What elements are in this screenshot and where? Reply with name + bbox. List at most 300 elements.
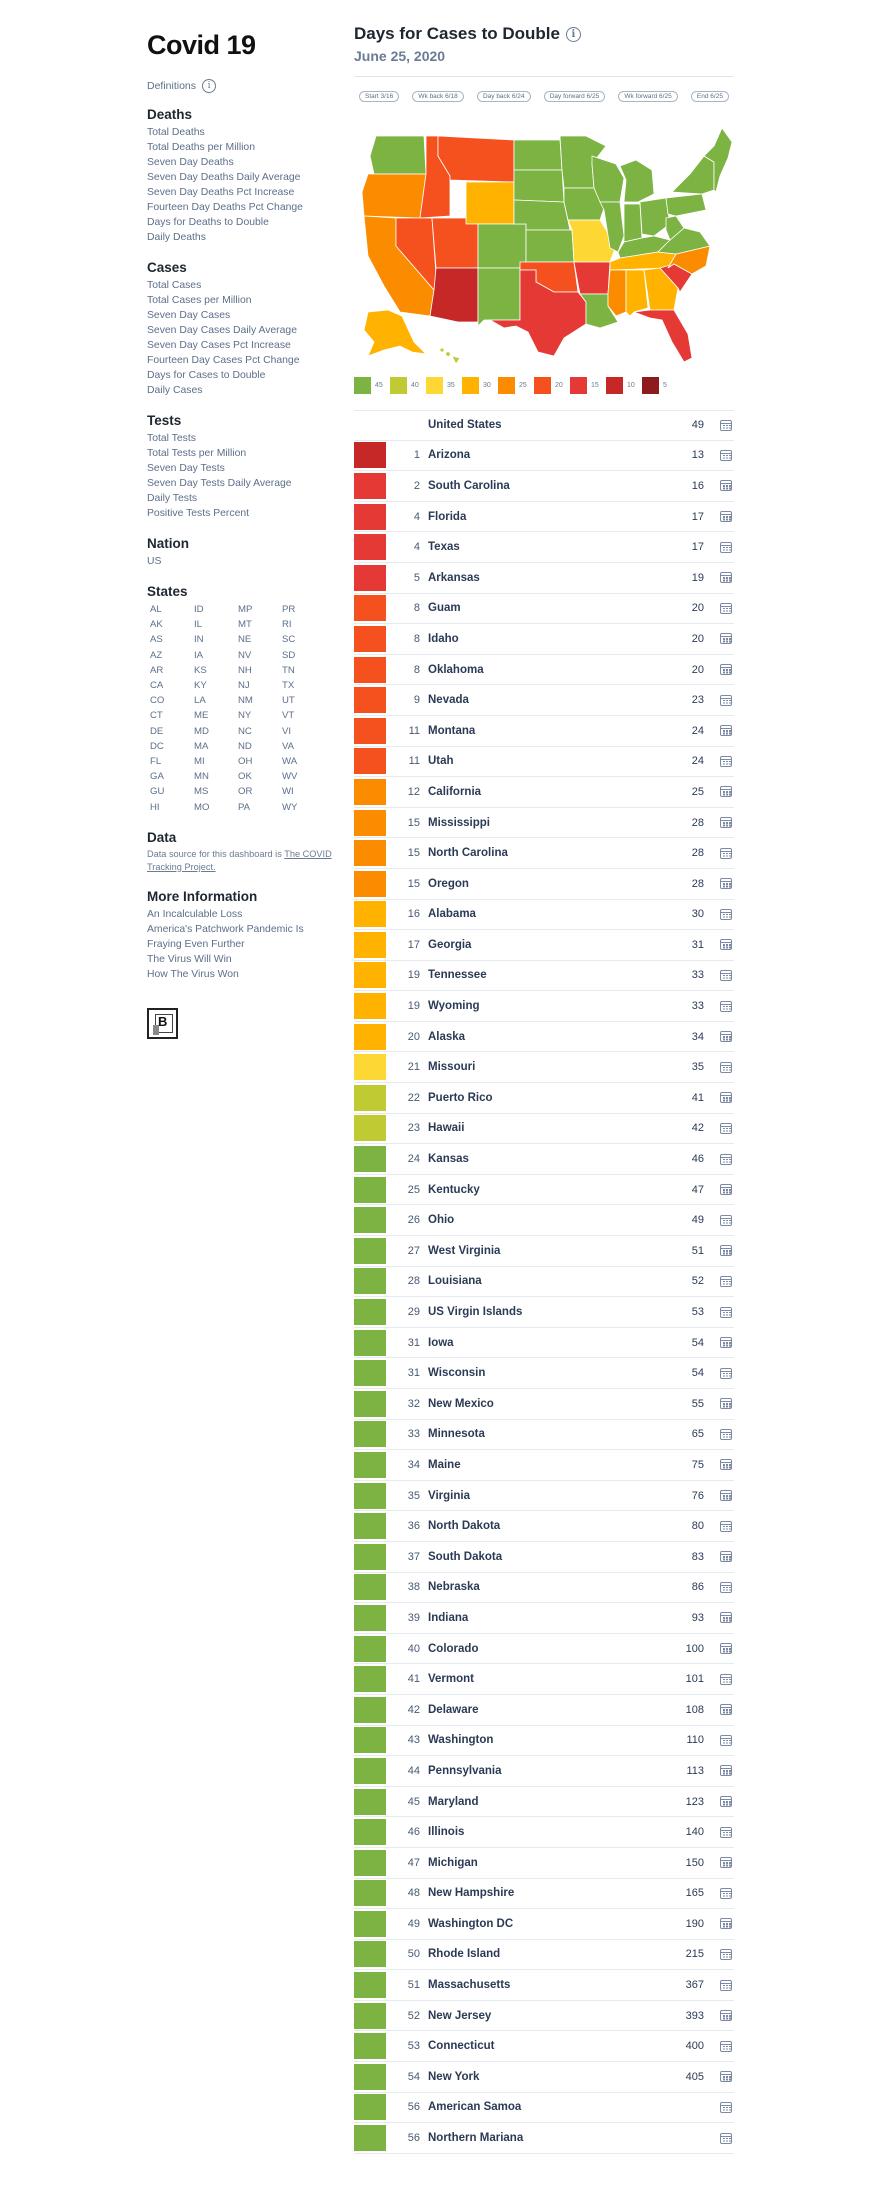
state-AZ[interactable]: [430, 268, 478, 322]
state-link[interactable]: SC: [282, 634, 296, 646]
row-value: 28: [691, 847, 704, 860]
calendar-icon[interactable]: [720, 2041, 732, 2052]
calendar-icon[interactable]: [720, 1643, 732, 1654]
table-row[interactable]: [354, 1358, 734, 1389]
title-info-icon[interactable]: i: [566, 27, 581, 42]
state-link[interactable]: AZ: [150, 649, 163, 661]
row-name[interactable]: Hawaii: [428, 1122, 465, 1135]
state-ND[interactable]: [514, 140, 562, 170]
row-name[interactable]: Oregon: [428, 877, 469, 890]
calendar-icon[interactable]: [720, 664, 732, 675]
table-row[interactable]: [354, 1940, 734, 1971]
table-row[interactable]: [354, 747, 734, 778]
sidebar-link[interactable]: Total Tests per Million: [147, 448, 247, 459]
state-link[interactable]: AL: [150, 604, 162, 615]
row-name[interactable]: Vermont: [428, 1673, 475, 1686]
row-name[interactable]: Guam: [428, 602, 461, 615]
state-link[interactable]: NV: [238, 649, 252, 661]
row-name[interactable]: Washington DC: [428, 1917, 514, 1930]
row-name[interactable]: Minnesota: [428, 1428, 485, 1441]
state-link[interactable]: IA: [194, 649, 204, 661]
row-name[interactable]: New Mexico: [428, 1397, 494, 1410]
state-OH[interactable]: [640, 198, 670, 236]
row-name[interactable]: Nebraska: [428, 1581, 480, 1594]
sidebar-link[interactable]: Total Deaths: [147, 127, 205, 138]
timeline-button[interactable]: Start 3/16: [359, 91, 399, 102]
table-row[interactable]: [354, 930, 734, 961]
calendar-icon[interactable]: [720, 2102, 732, 2113]
state-link[interactable]: KS: [194, 664, 207, 676]
row-name[interactable]: Florida: [428, 510, 467, 523]
sidebar-link[interactable]: Daily Cases: [147, 385, 203, 396]
table-row[interactable]: [354, 991, 734, 1022]
state-link[interactable]: RI: [282, 619, 292, 631]
state-WI[interactable]: [592, 156, 624, 202]
row-name[interactable]: Oklahoma: [428, 663, 484, 676]
state-link[interactable]: OK: [238, 771, 252, 783]
row-name[interactable]: North Dakota: [428, 1520, 501, 1533]
calendar-icon[interactable]: [720, 1062, 732, 1073]
row-name[interactable]: California: [428, 785, 482, 798]
row-name[interactable]: New Jersey: [428, 2009, 492, 2022]
row-value: 28: [691, 816, 704, 829]
state-link[interactable]: TN: [282, 664, 295, 676]
row-name[interactable]: Wyoming: [428, 1000, 480, 1013]
calendar-icon[interactable]: [720, 1735, 732, 1746]
row-name[interactable]: Michigan: [428, 1856, 478, 1869]
table-row[interactable]: [354, 655, 734, 686]
row-name[interactable]: Texas: [428, 541, 460, 554]
more-info-link[interactable]: America's Patchwork Pandemic Is: [147, 923, 304, 935]
table-row[interactable]: [354, 2123, 734, 2154]
state-link[interactable]: NJ: [238, 680, 250, 692]
timeline-button[interactable]: Day back 6/24: [477, 91, 531, 102]
state-link[interactable]: IL: [194, 619, 203, 631]
row-name[interactable]: Georgia: [428, 938, 472, 951]
state-link[interactable]: CO: [150, 695, 165, 707]
row-rank: 15: [407, 847, 420, 860]
calendar-icon[interactable]: [720, 848, 732, 859]
calendar-icon[interactable]: [720, 1215, 732, 1226]
calendar-icon[interactable]: [720, 1551, 732, 1562]
table-row[interactable]: [354, 1450, 734, 1481]
table-row[interactable]: [354, 471, 734, 502]
table-row[interactable]: [354, 777, 734, 808]
covid-tracking-link[interactable]: The COVID Tracking Project.: [147, 848, 332, 872]
state-link[interactable]: GA: [150, 771, 164, 783]
state-link[interactable]: FL: [150, 756, 162, 768]
row-name[interactable]: Pennsylvania: [428, 1764, 502, 1777]
table-row[interactable]: [354, 1328, 734, 1359]
table-row[interactable]: [354, 1083, 734, 1114]
row-name[interactable]: South Carolina: [428, 479, 510, 492]
sidebar-link[interactable]: Seven Day Cases: [147, 310, 231, 321]
state-link[interactable]: PR: [282, 604, 296, 615]
row-name[interactable]: Missouri: [428, 1061, 476, 1074]
state-link[interactable]: PA: [238, 801, 251, 813]
sidebar-link[interactable]: Total Deaths per Million: [147, 142, 255, 153]
calendar-icon[interactable]: [720, 511, 732, 522]
state-link[interactable]: MA: [194, 740, 209, 752]
row-name[interactable]: Nevada: [428, 694, 469, 707]
table-row[interactable]: [354, 441, 734, 472]
calendar-icon[interactable]: [720, 2133, 732, 2144]
state-link[interactable]: LA: [194, 695, 206, 707]
state-link[interactable]: WV: [282, 771, 298, 783]
state-link[interactable]: MS: [194, 786, 209, 798]
table-row[interactable]: [354, 1664, 734, 1695]
table-row[interactable]: [354, 1052, 734, 1083]
row-name[interactable]: Delaware: [428, 1703, 479, 1716]
calendar-icon[interactable]: [720, 1337, 732, 1348]
state-link[interactable]: MP: [238, 604, 253, 615]
state-link[interactable]: ND: [238, 740, 252, 752]
nation-name[interactable]: United States: [428, 419, 502, 432]
state-MT[interactable]: [438, 136, 514, 182]
row-name[interactable]: Illinois: [428, 1826, 465, 1839]
table-row[interactable]: [354, 1542, 734, 1573]
state-link[interactable]: UT: [282, 695, 295, 707]
more-info-link[interactable]: Fraying Even Further: [147, 938, 245, 950]
state-link[interactable]: AK: [150, 619, 163, 631]
row-name[interactable]: Alabama: [428, 908, 476, 921]
calendar-icon[interactable]: [720, 1704, 732, 1715]
more-info-link[interactable]: The Virus Will Win: [147, 953, 232, 965]
row-name[interactable]: Washington: [428, 1734, 494, 1747]
tier-swatch: [354, 1238, 386, 1264]
table-row[interactable]: [354, 2031, 734, 2062]
map-legend: [354, 377, 734, 394]
state-link[interactable]: NE: [238, 634, 252, 646]
table-row[interactable]: [354, 1205, 734, 1236]
state-CO[interactable]: [478, 224, 526, 268]
table-row[interactable]: [354, 1817, 734, 1848]
calendar-icon[interactable]: [720, 817, 732, 828]
state-link[interactable]: MT: [238, 619, 252, 631]
calendar-icon[interactable]: [720, 1674, 732, 1685]
calendar-icon[interactable]: [720, 1918, 732, 1929]
table-row[interactable]: [354, 869, 734, 900]
sidebar-link[interactable]: Seven Day Deaths Daily Average: [147, 172, 301, 183]
calendar-icon[interactable]: [720, 1888, 732, 1899]
state-NM[interactable]: [478, 268, 520, 326]
calendar-icon[interactable]: [720, 542, 732, 553]
row-value: 76: [691, 1489, 704, 1502]
row-name[interactable]: Indiana: [428, 1611, 469, 1624]
sidebar-link[interactable]: Daily Tests: [147, 493, 198, 504]
row-name[interactable]: New York: [428, 2070, 480, 2083]
state-link[interactable]: VA: [282, 740, 295, 752]
sidebar-link[interactable]: Fourteen Day Cases Pct Change: [147, 355, 300, 366]
state-IN[interactable]: [624, 204, 642, 242]
state-HI[interactable]: [440, 348, 460, 364]
calendar-icon[interactable]: [720, 939, 732, 950]
table-row[interactable]: [354, 1879, 734, 1910]
table-row[interactable]: [354, 502, 734, 533]
calendar-icon[interactable]: [720, 1245, 732, 1256]
calendar-icon[interactable]: [720, 1612, 732, 1623]
table-row[interactable]: [354, 2001, 734, 2032]
row-name[interactable]: Alaska: [428, 1030, 466, 1043]
row-name[interactable]: Tennessee: [428, 969, 487, 982]
state-link[interactable]: WY: [282, 801, 298, 813]
table-row[interactable]: [354, 1175, 734, 1206]
table-row[interactable]: [354, 716, 734, 747]
calendar-icon[interactable]: [720, 1490, 732, 1501]
row-name[interactable]: West Virginia: [428, 1244, 501, 1257]
row-name[interactable]: Massachusetts: [428, 1979, 511, 1992]
table-row[interactable]: [354, 685, 734, 716]
table-row[interactable]: [354, 1573, 734, 1604]
table-row[interactable]: [354, 624, 734, 655]
table-row[interactable]: [354, 961, 734, 992]
state-KS[interactable]: [526, 230, 574, 262]
state-link[interactable]: HI: [150, 801, 160, 813]
row-name[interactable]: Utah: [428, 755, 454, 768]
table-row[interactable]: [354, 1695, 734, 1726]
row-name[interactable]: Colorado: [428, 1642, 479, 1655]
calendar-icon[interactable]: [720, 1796, 732, 1807]
calendar-icon[interactable]: [720, 1429, 732, 1440]
calendar-icon[interactable]: [720, 1857, 732, 1868]
state-link[interactable]: DC: [150, 740, 164, 752]
state-link[interactable]: DE: [150, 725, 164, 737]
nation-value: 49: [691, 419, 704, 432]
state-link[interactable]: NY: [238, 710, 252, 722]
state-link[interactable]: SD: [282, 649, 296, 661]
row-name[interactable]: US Virgin Islands: [428, 1306, 523, 1319]
row-name[interactable]: Ohio: [428, 1214, 455, 1227]
state-link[interactable]: TX: [282, 680, 295, 692]
table-row[interactable]: [354, 1511, 734, 1542]
sidebar-link[interactable]: Seven Day Tests Daily Average: [147, 478, 292, 489]
table-row[interactable]: [354, 1389, 734, 1420]
state-link[interactable]: AS: [150, 634, 163, 646]
calendar-icon[interactable]: [720, 1123, 732, 1134]
table-row[interactable]: [354, 838, 734, 869]
state-WA[interactable]: [370, 136, 426, 174]
row-name[interactable]: Maryland: [428, 1795, 479, 1808]
more-info-link[interactable]: An Incalculable Loss: [147, 908, 243, 920]
row-value: 49: [691, 1214, 704, 1227]
row-name[interactable]: Northern Mariana: [428, 2132, 524, 2145]
state-link[interactable]: OH: [238, 756, 253, 768]
row-name[interactable]: Mississippi: [428, 816, 490, 829]
table-row[interactable]: [354, 1787, 734, 1818]
row-name[interactable]: Kansas: [428, 1153, 469, 1166]
calendar-icon[interactable]: [720, 1827, 732, 1838]
state-WY[interactable]: [466, 182, 514, 224]
table-row[interactable]: [354, 1603, 734, 1634]
state-link[interactable]: NM: [238, 695, 253, 707]
sidebar-link[interactable]: Seven Day Deaths: [147, 157, 234, 168]
table-row[interactable]: [354, 1144, 734, 1175]
calendar-icon[interactable]: [720, 633, 732, 644]
table-row[interactable]: [354, 2093, 734, 2124]
table-row[interactable]: [354, 594, 734, 625]
table-row[interactable]: [354, 1909, 734, 1940]
table-row[interactable]: [354, 1970, 734, 2001]
table-row[interactable]: [354, 1848, 734, 1879]
publisher-logo[interactable]: [147, 1008, 178, 1039]
state-AR[interactable]: [574, 262, 610, 294]
state-link[interactable]: WA: [282, 756, 298, 768]
table-row[interactable]: [354, 1297, 734, 1328]
sidebar-link[interactable]: Seven Day Cases Daily Average: [147, 325, 297, 336]
sidebar-link[interactable]: US: [147, 556, 162, 567]
row-name[interactable]: Maine: [428, 1458, 461, 1471]
row-name[interactable]: Arizona: [428, 449, 471, 462]
state-link[interactable]: CA: [150, 680, 164, 692]
calendar-icon[interactable]: [720, 1031, 732, 1042]
calendar-icon[interactable]: [720, 2071, 732, 2082]
calendar-icon[interactable]: [720, 1184, 732, 1195]
calendar-icon[interactable]: [720, 756, 732, 767]
calendar-icon[interactable]: [720, 786, 732, 797]
calendar-icon[interactable]: [720, 1154, 732, 1165]
calendar-icon[interactable]: [720, 1092, 732, 1103]
table-row[interactable]: [354, 1114, 734, 1145]
state-link[interactable]: AR: [150, 664, 164, 676]
state-OR[interactable]: [362, 174, 426, 218]
tier-swatch: [354, 1177, 386, 1203]
table-row[interactable]: [354, 1022, 734, 1053]
state-AK[interactable]: [364, 310, 426, 356]
calendar-icon[interactable]: [720, 1307, 732, 1318]
row-name[interactable]: Idaho: [428, 632, 459, 645]
state-link[interactable]: CT: [150, 710, 163, 722]
table-row[interactable]: [354, 1420, 734, 1451]
state-link[interactable]: VI: [282, 725, 292, 737]
more-info-link[interactable]: How The Virus Won: [147, 968, 239, 980]
calendar-icon[interactable]: [720, 695, 732, 706]
calendar-icon[interactable]: [720, 1521, 732, 1532]
state-MS[interactable]: [608, 270, 626, 316]
sidebar-link[interactable]: Daily Deaths: [147, 232, 206, 243]
sidebar-link[interactable]: Seven Day Tests: [147, 463, 225, 474]
row-name[interactable]: North Carolina: [428, 847, 508, 860]
timeline-button[interactable]: Day forward 6/25: [544, 91, 606, 102]
state-NY[interactable]: [672, 156, 714, 194]
state-PA[interactable]: [666, 194, 706, 216]
tier-swatch: [354, 2064, 386, 2090]
calendar-icon[interactable]: [720, 1398, 732, 1409]
calendar-icon[interactable]: [720, 1582, 732, 1593]
row-name[interactable]: Rhode Island: [428, 1948, 501, 1961]
sidebar-link[interactable]: Positive Tests Percent: [147, 508, 250, 519]
timeline-button[interactable]: End 6/25: [691, 91, 729, 102]
calendar-icon[interactable]: [720, 1276, 732, 1287]
row-rank: 23: [407, 1122, 420, 1135]
state-link[interactable]: MN: [194, 771, 209, 783]
sidebar-link[interactable]: Days for Cases to Double: [147, 370, 266, 381]
sidebar-link[interactable]: Total Cases per Million: [147, 295, 252, 306]
table-row[interactable]: [354, 900, 734, 931]
state-UT[interactable]: [432, 218, 478, 268]
calendar-icon[interactable]: [720, 725, 732, 736]
row-name[interactable]: Montana: [428, 724, 476, 737]
sidebar-link[interactable]: Seven Day Deaths Pct Increase: [147, 187, 295, 198]
state-link[interactable]: VT: [282, 710, 295, 722]
calendar-icon[interactable]: [720, 909, 732, 920]
sidebar-link[interactable]: Seven Day Cases Pct Increase: [147, 340, 291, 351]
state-link[interactable]: OR: [238, 786, 253, 798]
table-row[interactable]: [354, 1634, 734, 1665]
state-FL[interactable]: [634, 310, 692, 362]
state-link[interactable]: ID: [194, 604, 204, 615]
state-link[interactable]: NC: [238, 725, 252, 737]
row-name[interactable]: South Dakota: [428, 1550, 503, 1563]
table-row-nation[interactable]: [354, 410, 734, 441]
state-link[interactable]: MD: [194, 725, 209, 737]
table-row[interactable]: [354, 2062, 734, 2093]
row-name[interactable]: Louisiana: [428, 1275, 482, 1288]
row-name[interactable]: New Hampshire: [428, 1887, 515, 1900]
calendar-icon[interactable]: [720, 1980, 732, 1991]
calendar-icon[interactable]: [720, 480, 732, 491]
state-SD[interactable]: [514, 170, 564, 202]
calendar-icon[interactable]: [720, 1459, 732, 1470]
row-name[interactable]: Iowa: [428, 1336, 454, 1349]
definitions-link[interactable]: [147, 79, 347, 93]
row-name[interactable]: American Samoa: [428, 2101, 522, 2114]
sidebar-link[interactable]: Fourteen Day Deaths Pct Change: [147, 202, 303, 213]
table-row[interactable]: [354, 1236, 734, 1267]
table-row[interactable]: [354, 1756, 734, 1787]
table-row[interactable]: [354, 563, 734, 594]
state-link[interactable]: IN: [194, 634, 204, 646]
calendar-icon[interactable]: [720, 1001, 732, 1012]
tier-swatch: [354, 1758, 386, 1784]
sidebar-link[interactable]: Total Tests: [147, 433, 196, 444]
row-name[interactable]: Connecticut: [428, 2040, 495, 2053]
calendar-icon[interactable]: [720, 1368, 732, 1379]
calendar-icon[interactable]: [720, 450, 732, 461]
calendar-icon[interactable]: [720, 572, 732, 583]
state-link[interactable]: MI: [194, 756, 205, 768]
calendar-icon[interactable]: [720, 1765, 732, 1776]
calendar-icon[interactable]: [720, 603, 732, 614]
table-row[interactable]: [354, 1726, 734, 1757]
table-row[interactable]: [354, 1267, 734, 1298]
table-row[interactable]: [354, 532, 734, 563]
timeline-button[interactable]: Wk forward 6/25: [618, 91, 677, 102]
calendar-icon[interactable]: [720, 878, 732, 889]
table-row[interactable]: [354, 808, 734, 839]
state-link[interactable]: NH: [238, 664, 252, 676]
row-name[interactable]: Kentucky: [428, 1183, 480, 1196]
row-value: 140: [685, 1826, 704, 1839]
row-name[interactable]: Virginia: [428, 1489, 470, 1502]
calendar-icon[interactable]: [720, 2010, 732, 2021]
sidebar-link[interactable]: Total Cases: [147, 280, 202, 291]
row-name[interactable]: Wisconsin: [428, 1367, 486, 1380]
calendar-icon[interactable]: [720, 420, 732, 431]
table-row[interactable]: [354, 1481, 734, 1512]
row-name[interactable]: Arkansas: [428, 571, 480, 584]
calendar-icon[interactable]: [720, 970, 732, 981]
state-link[interactable]: WI: [282, 786, 294, 798]
timeline-button[interactable]: Wk back 6/18: [412, 91, 463, 102]
state-link[interactable]: ME: [194, 710, 209, 722]
state-link[interactable]: MO: [194, 801, 210, 813]
state-link[interactable]: GU: [150, 786, 165, 798]
state-MI[interactable]: [620, 160, 654, 202]
sidebar-link[interactable]: Days for Deaths to Double: [147, 217, 269, 228]
state-link[interactable]: KY: [194, 680, 207, 692]
calendar-icon[interactable]: [720, 1949, 732, 1960]
row-name[interactable]: Puerto Rico: [428, 1091, 493, 1104]
